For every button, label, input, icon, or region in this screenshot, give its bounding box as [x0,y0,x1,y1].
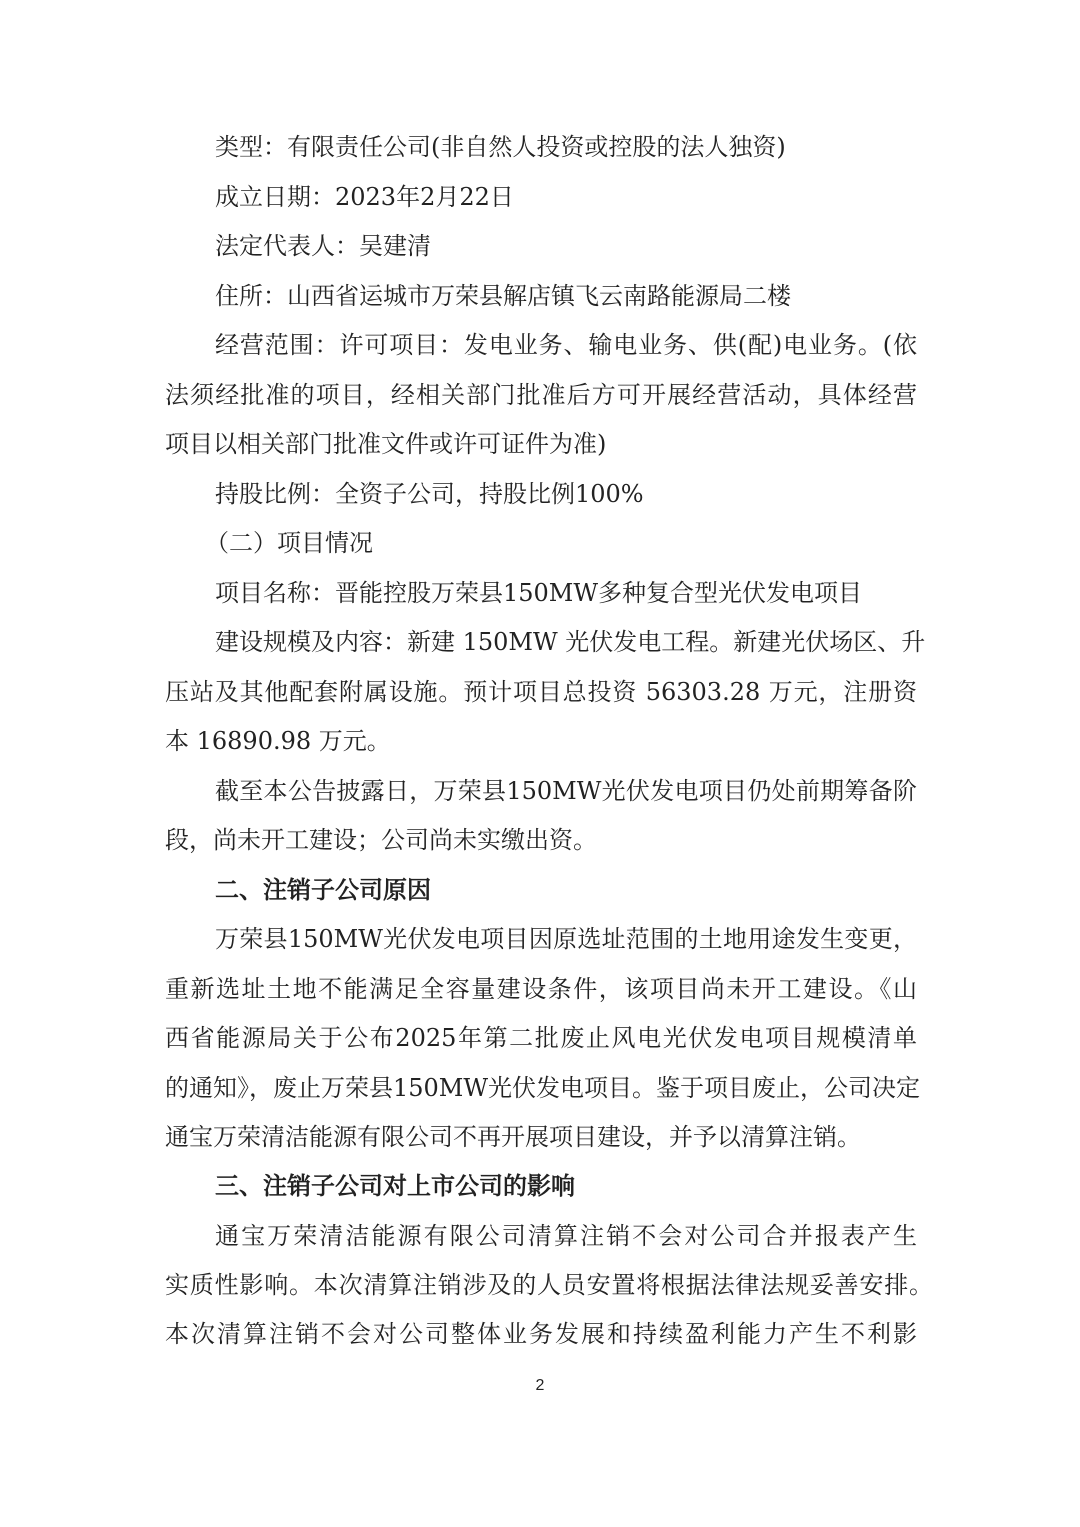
section-heading-impact: 三、注销子公司对上市公司的影响 [215,1171,575,1200]
construction-scale-line: 压站及其他配套附属设施。预计项目总投资 56303.28 万元，注册资 [165,678,917,706]
business-scope-line: 经营范围：许可项目：发电业务、输电业务、供(配)电业务。(依 [215,331,917,359]
section-heading-project: （二）项目情况 [205,529,373,557]
construction-scale-line: 建设规模及内容：新建 150MW 光伏发电工程。新建光伏场区、升 [215,628,926,656]
reason-line: 万荣县150MW光伏发电项目因原选址范围的土地用途发生变更， [215,925,917,953]
impact-line: 通宝万荣清洁能源有限公司清算注销不会对公司合并报表产生 [215,1222,917,1250]
reason-line: 重新选址土地不能满足全容量建设条件，该项目尚未开工建设。《山 [165,975,917,1003]
project-name: 项目名称：晋能控股万荣县150MW多种复合型光伏发电项目 [215,579,863,607]
reason-line: 西省能源局关于公布2025年第二批废止风电光伏发电项目规模清单 [165,1024,917,1052]
establishment-date: 成立日期：2023年2月22日 [215,183,514,211]
reason-line: 的通知》，废止万荣县150MW光伏发电项目。鉴于项目废止，公司决定 [165,1074,921,1102]
address: 住所：山西省运城市万荣县解店镇飞云南路能源局二楼 [215,282,791,310]
company-type: 类型：有限责任公司(非自然人投资或控股的法人独资) [215,133,786,161]
shareholding-ratio: 持股比例：全资子公司，持股比例100% [215,480,644,508]
page-number: 2 [535,1377,545,1394]
business-scope-line: 项目以相关部门批准文件或许可证件为准) [165,430,607,458]
impact-line: 本次清算注销不会对公司整体业务发展和持续盈利能力产生不利影 [165,1320,917,1348]
reason-line: 通宝万荣清洁能源有限公司不再开展项目建设，并予以清算注销。 [165,1123,861,1151]
construction-scale-line: 本 16890.98 万元。 [165,727,391,755]
legal-representative: 法定代表人：吴建清 [215,232,431,260]
section-heading-reason: 二、注销子公司原因 [215,875,431,904]
business-scope-line: 法须经批准的项目，经相关部门批准后方可开展经营活动，具体经营 [165,381,917,409]
impact-line: 实质性影响。本次清算注销涉及的人员安置将根据法律法规妥善安排。 [165,1271,933,1299]
project-status-line: 段，尚未开工建设；公司尚未实缴出资。 [165,826,597,854]
project-status-line: 截至本公告披露日，万荣县150MW光伏发电项目仍处前期筹备阶 [215,777,917,805]
